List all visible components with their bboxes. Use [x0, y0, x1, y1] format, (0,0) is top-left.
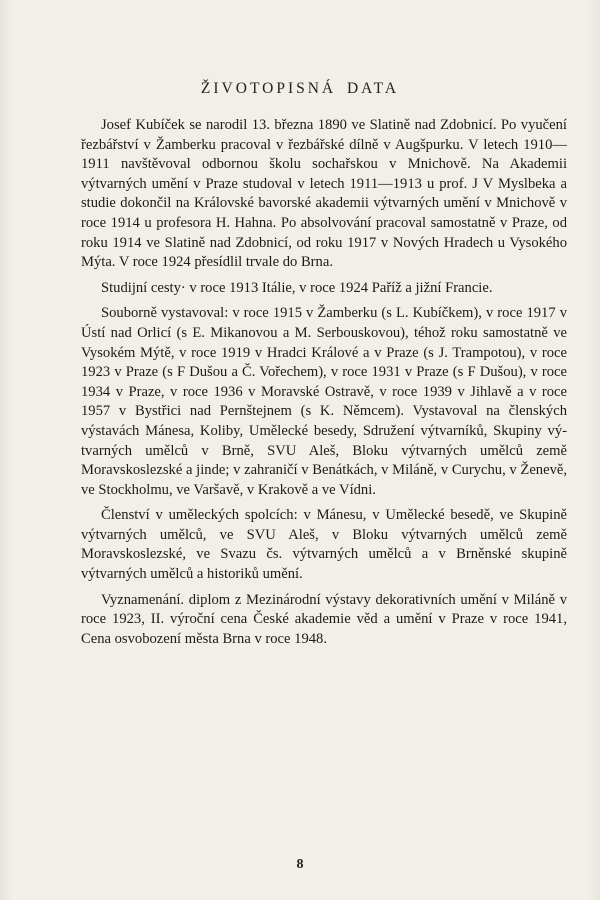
- paragraph-study-trips: Studijní cesty· v roce 1913 Itálie, v roce 1924 Paříž a jižní Francie.: [101, 279, 493, 296]
- paragraph-exhibitions: Souborně vystavoval: v roce 1915 v Žamberku (s L. Kubíčkem), v roce 1917 v Ústí nad Orlicí (s E. Mikanovou a M. Serbouskovou), téhož roku samostatně ve Vysokém Mýtě, v roce 1919 v Hradci Králové a v Praze (s J. Trampotou), v roce 1923 v Praze (s F Dušou a Č. Vořechem), v roce 1931 v Praze (s F Dušou), v roce 1934 v Praze, v roce 1936 v Moravské Ostravě, v roce 1939 v Jihlavě a v roce 1957 v Bystřici nad Pernštejnem (s K. Němcem). Vystavoval na členských výstavách Mánesa, Koliby, Umělecké besedy, Sdružení výtvarníků, Skupiny výtvarných umělců v Brně, SVU Aleš, Bloku výtvarných umělců země Moravskoslezské a jinde; v zahraničí v Benátkách, v Miláně, v Curychu, v Ženevě, ve Stockholmu, ve Varšavě, v Krakově a ve Vídni.: [81, 305, 567, 498]
- biography-text: [81, 116, 567, 649]
- paragraph-memberships: Členství v uměleckých spolcích: v Mánesu, v Umělecké besedě, ve Skupině výtvarných umělců, ve SVU Aleš, v Bloku výtvarných umělců země Moravskoslezské, ve Svazu čs. výtvarných umělců a v Brněnské skupině výtvarných umělců a historiků umění.: [81, 507, 567, 583]
- page-number: 8: [296, 857, 304, 872]
- paragraph-biography: Josef Kubíček se narodil 13. března 1890 ve Slatině nad Zdobnicí. Po vyučení řezbářství v Žamberku pracoval v řezbářské dílně v Augšpurku. V letech 1910—1911 navštěvoval odbornou školu sochařskou v Mnichově. Na Akademii výtvarných umění v Praze studoval v letech 1911—1913 u prof. J V Myslbeka a studie dokončil na Královské bavorské akademii výtvarných umění v Mnichově v roce 1914 u profesora H. Hahna. Po absolvování pracoval samostatně v Praze, od roku 1914 ve Slatině nad Zdobnicí, od roku 1917 v Nových Hradech u Vysokého Mýta. V roce 1924 přesídlil trvale do Brna.: [81, 117, 567, 271]
- paragraph-awards: Vyznamenání. diplom z Mezinárodní výstavy dekorativních umění v Miláně v roce 1923, II. výroční cena České akademie věd a umění v Praze v roce 1941, Cena osvobození města Brna v roce 1948.: [81, 591, 567, 647]
- page-title: ŽIVOTOPISNÁ DATA: [200, 80, 400, 97]
